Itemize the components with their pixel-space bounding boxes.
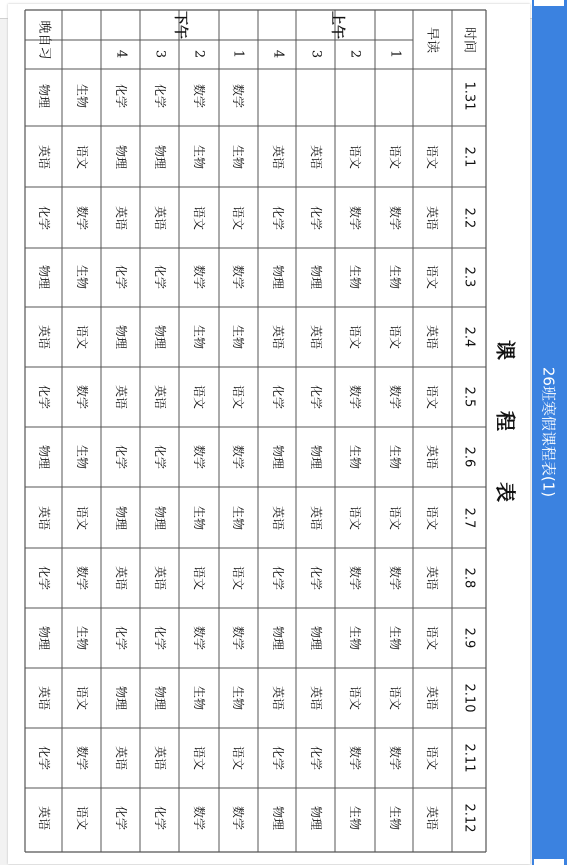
table-cell: 语文 xyxy=(425,384,439,410)
table-cell: 生物 xyxy=(75,264,89,290)
table-cell: 英语 xyxy=(309,685,323,711)
table-cell: 生物 xyxy=(192,505,206,531)
table-cell: 生物 xyxy=(231,144,245,170)
table-cell: 语文 xyxy=(231,205,245,231)
table-cell: 数学 xyxy=(192,83,206,109)
table-cell: 英语 xyxy=(271,144,285,170)
table-cell: 数学 xyxy=(388,565,402,591)
table-cell: 数学 xyxy=(388,745,402,771)
table-cell: 物理 xyxy=(114,685,128,711)
table-cell: 生物 xyxy=(231,505,245,531)
selection-handle-top[interactable] xyxy=(534,0,564,6)
table-cell: 化学 xyxy=(271,745,285,771)
period-label: 2 xyxy=(347,49,363,59)
table-cell: 化学 xyxy=(309,384,323,410)
table-cell: 物理 xyxy=(309,625,323,651)
table-cell: 化学 xyxy=(153,264,167,290)
table-cell: 数学 xyxy=(192,444,206,470)
table-cell: 物理 xyxy=(271,444,285,470)
table-cell: 数学 xyxy=(231,805,245,831)
table-cell: 数学 xyxy=(348,565,362,591)
table-cell: 英语 xyxy=(114,745,128,771)
date-header: 2.4 xyxy=(461,326,477,348)
table-cell: 英语 xyxy=(37,144,51,170)
table-cell: 物理 xyxy=(37,625,51,651)
table-cell: 数学 xyxy=(231,444,245,470)
table-cell: 语文 xyxy=(192,205,206,231)
selection-handle-bottom[interactable] xyxy=(534,859,564,865)
date-header: 1.31 xyxy=(461,81,477,111)
table-cell: 物理 xyxy=(114,505,128,531)
table-cell: 英语 xyxy=(114,565,128,591)
table-cell: 语文 xyxy=(75,685,89,711)
table-cell: 化学 xyxy=(37,565,51,591)
table-cell: 数学 xyxy=(231,264,245,290)
table-cell: 英语 xyxy=(309,324,323,350)
table-cell: 生物 xyxy=(231,685,245,711)
table-cell: 数学 xyxy=(231,625,245,651)
date-header: 2.3 xyxy=(461,266,477,288)
table-cell: 物理 xyxy=(153,505,167,531)
table-cell: 数学 xyxy=(231,83,245,109)
table-cell: 语文 xyxy=(75,805,89,831)
table-cell: 生物 xyxy=(75,83,89,109)
table-cell: 英语 xyxy=(153,565,167,591)
period-label: 2 xyxy=(191,49,207,59)
period-label: 3 xyxy=(308,49,324,59)
table-cell: 语文 xyxy=(192,745,206,771)
date-header: 2.12 xyxy=(461,803,477,833)
table-cell: 化学 xyxy=(153,83,167,109)
period-label: 1 xyxy=(230,49,246,59)
table-cell: 物理 xyxy=(309,805,323,831)
document-title: 课 程 表 xyxy=(493,340,518,524)
table-cell: 数学 xyxy=(192,264,206,290)
table-cell: 英语 xyxy=(153,384,167,410)
table-cell: 语文 xyxy=(231,745,245,771)
table-cell: 数学 xyxy=(348,745,362,771)
date-header: 2.11 xyxy=(461,743,477,773)
table-cell: 化学 xyxy=(114,83,128,109)
table-cell: 生物 xyxy=(348,625,362,651)
date-header: 2.1 xyxy=(461,146,477,168)
table-cell: 英语 xyxy=(309,505,323,531)
table-cell: 英语 xyxy=(271,324,285,350)
table-cell: 语文 xyxy=(348,685,362,711)
table-cell: 生物 xyxy=(348,444,362,470)
table-cell: 数学 xyxy=(388,384,402,410)
period-label: 1 xyxy=(387,49,403,59)
period-label: 4 xyxy=(270,49,286,59)
period-label: 4 xyxy=(113,49,129,59)
table-cell: 语文 xyxy=(388,505,402,531)
date-header: 2.5 xyxy=(461,386,477,408)
table-cell: 化学 xyxy=(309,565,323,591)
table-cell: 生物 xyxy=(388,625,402,651)
table-cell: 化学 xyxy=(114,264,128,290)
table-cell: 化学 xyxy=(114,805,128,831)
table-cell: 语文 xyxy=(192,565,206,591)
table-cell: 物理 xyxy=(153,685,167,711)
table-cell: 生物 xyxy=(192,324,206,350)
table-cell: 语文 xyxy=(348,324,362,350)
table-cell: 化学 xyxy=(37,205,51,231)
corner-label: 时间 xyxy=(461,26,477,54)
table-cell: 语文 xyxy=(231,384,245,410)
table-cell: 英语 xyxy=(425,205,439,231)
table-cell: 英语 xyxy=(309,144,323,170)
table-cell: 数学 xyxy=(75,205,89,231)
table-cell: 生物 xyxy=(388,805,402,831)
table-cell: 语文 xyxy=(388,144,402,170)
table-cell: 生物 xyxy=(388,264,402,290)
table-cell: 生物 xyxy=(348,805,362,831)
table-cell: 语文 xyxy=(348,144,362,170)
table-cell: 英语 xyxy=(425,324,439,350)
table-cell: 生物 xyxy=(192,144,206,170)
file-title: 26班寒假课程表(1) xyxy=(539,366,558,498)
table-cell: 英语 xyxy=(425,444,439,470)
table-cell: 数学 xyxy=(192,805,206,831)
table-cell: 数学 xyxy=(388,205,402,231)
table-cell: 英语 xyxy=(37,805,51,831)
period-label: 3 xyxy=(152,49,168,59)
table-cell: 物理 xyxy=(271,805,285,831)
date-header: 2.8 xyxy=(461,567,477,589)
table-cell: 生物 xyxy=(388,444,402,470)
table-cell: 语文 xyxy=(75,505,89,531)
table-cell: 生物 xyxy=(231,324,245,350)
section-label-morning: 上午 xyxy=(329,11,345,39)
table-cell: 物理 xyxy=(153,324,167,350)
date-header: 2.7 xyxy=(461,507,477,529)
table-cell: 化学 xyxy=(309,745,323,771)
table-cell: 英语 xyxy=(114,205,128,231)
table-cell: 英语 xyxy=(425,805,439,831)
table-cell: 英语 xyxy=(425,685,439,711)
table-cell: 数学 xyxy=(75,565,89,591)
section-label-afternoon: 下午 xyxy=(172,11,188,39)
table-cell: 物理 xyxy=(271,625,285,651)
table-cell: 物理 xyxy=(37,444,51,470)
table-cell: 语文 xyxy=(231,565,245,591)
table-cell: 物理 xyxy=(37,264,51,290)
table-cell: 英语 xyxy=(37,505,51,531)
table-cell: 物理 xyxy=(37,83,51,109)
table-cell: 物理 xyxy=(309,264,323,290)
date-header: 2.2 xyxy=(461,207,477,229)
table-cell: 生物 xyxy=(192,685,206,711)
table-cell: 化学 xyxy=(271,384,285,410)
table-cell: 化学 xyxy=(114,625,128,651)
table-cell: 英语 xyxy=(37,324,51,350)
table-cell: 生物 xyxy=(348,264,362,290)
table-cell: 物理 xyxy=(114,144,128,170)
date-header: 2.9 xyxy=(461,627,477,649)
table-cell: 语文 xyxy=(75,144,89,170)
table-cell: 语文 xyxy=(75,324,89,350)
table-cell: 语文 xyxy=(425,264,439,290)
table-cell: 语文 xyxy=(388,324,402,350)
table-cell: 化学 xyxy=(153,444,167,470)
date-header: 2.10 xyxy=(461,683,477,713)
table-cell: 数学 xyxy=(75,384,89,410)
table-cell: 化学 xyxy=(271,205,285,231)
period-label: 晚自习 xyxy=(36,20,52,60)
table-cell: 数学 xyxy=(348,384,362,410)
table-cell: 数学 xyxy=(348,205,362,231)
table-cell: 英语 xyxy=(153,745,167,771)
table-cell: 化学 xyxy=(309,205,323,231)
table-cell: 语文 xyxy=(192,384,206,410)
table-cell: 数学 xyxy=(192,625,206,651)
table-cell: 语文 xyxy=(425,745,439,771)
table-cell: 语文 xyxy=(425,505,439,531)
table-cell: 生物 xyxy=(75,444,89,470)
table-cell: 语文 xyxy=(425,625,439,651)
table-cell: 数学 xyxy=(75,745,89,771)
period-label: 早读 xyxy=(424,26,440,54)
table-cell: 化学 xyxy=(153,625,167,651)
table-cell: 英语 xyxy=(425,565,439,591)
table-cell: 语文 xyxy=(348,505,362,531)
table-cell: 英语 xyxy=(153,205,167,231)
date-header: 2.6 xyxy=(461,446,477,468)
table-cell: 化学 xyxy=(153,805,167,831)
table-cell: 英语 xyxy=(37,685,51,711)
table-cell: 语文 xyxy=(388,685,402,711)
table-cell: 化学 xyxy=(37,384,51,410)
table-cell: 英语 xyxy=(114,384,128,410)
table-cell: 物理 xyxy=(114,324,128,350)
table-cell: 物理 xyxy=(153,144,167,170)
table-cell: 物理 xyxy=(309,444,323,470)
table-cell: 英语 xyxy=(271,685,285,711)
table-cell: 语文 xyxy=(425,144,439,170)
table-cell: 化学 xyxy=(114,444,128,470)
table-cell: 英语 xyxy=(271,505,285,531)
table-cell: 物理 xyxy=(271,264,285,290)
table-cell: 化学 xyxy=(37,745,51,771)
table-cell: 生物 xyxy=(75,625,89,651)
table-cell: 化学 xyxy=(271,565,285,591)
